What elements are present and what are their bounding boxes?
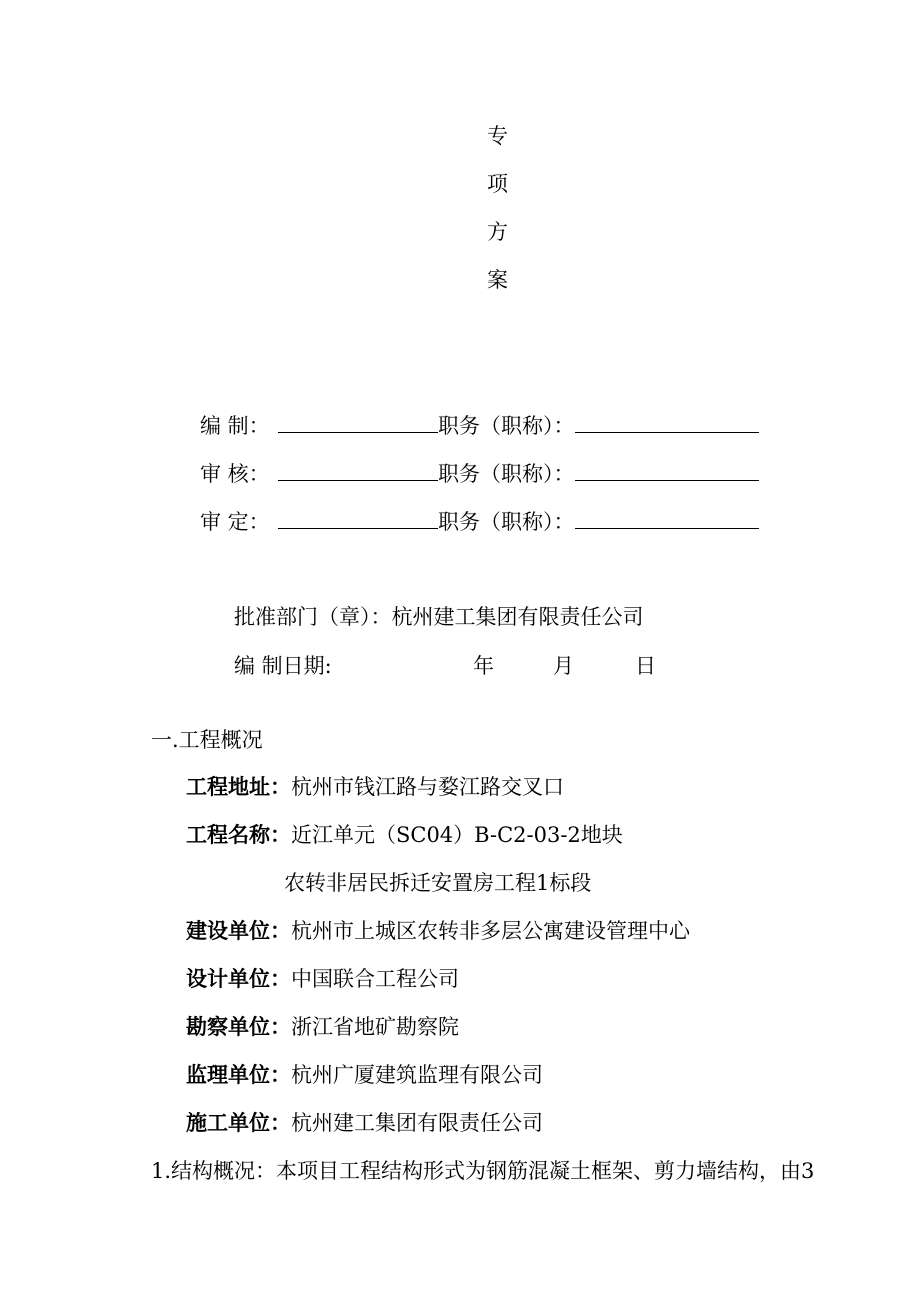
field-designer bbox=[186, 964, 459, 994]
role-label: 职务（职称）： bbox=[438, 510, 575, 534]
signature-row-approve bbox=[200, 506, 800, 536]
title-char-2: 项 bbox=[487, 172, 508, 196]
field-value: 杭州建工集团有限责任公司 bbox=[291, 1111, 543, 1135]
compile-date-label: 编 制日期: bbox=[234, 654, 332, 678]
field-value: 近江单元（SC04）B-C2-03-2地块 bbox=[291, 823, 623, 847]
role-blank bbox=[575, 506, 759, 529]
field-label: 施工单位： bbox=[186, 1111, 291, 1135]
title-char-3: 方 bbox=[487, 220, 508, 244]
field-label: 监理单位： bbox=[186, 1063, 291, 1087]
field-value: 杭州市上城区农转非多层公寓建设管理中心 bbox=[291, 919, 690, 943]
section-heading: 一.工程概况 bbox=[151, 728, 263, 752]
signature-row-compile bbox=[200, 410, 800, 440]
field-label: 工程名称： bbox=[186, 823, 291, 847]
signature-blank bbox=[278, 506, 438, 529]
structure-overview: 1.结构概况：本项目工程结构形式为钢筋混凝土框架、剪力墙结构，由3 bbox=[151, 1159, 815, 1183]
field-value: 杭州广厦建筑监理有限公司 bbox=[291, 1063, 543, 1087]
field-contractor bbox=[186, 1108, 543, 1138]
date-day: 日 bbox=[635, 654, 656, 678]
field-supervisor bbox=[186, 1060, 543, 1090]
signature-label: 审 核： bbox=[200, 462, 270, 486]
title-char-1: 专 bbox=[487, 124, 508, 148]
signature-label: 编 制： bbox=[200, 414, 270, 438]
approval-dept-value: 杭州建工集团有限责任公司 bbox=[391, 605, 644, 629]
signature-blank bbox=[278, 410, 438, 433]
field-project-name bbox=[186, 820, 623, 850]
field-label: 建设单位： bbox=[186, 919, 291, 943]
field-label: 工程地址： bbox=[186, 775, 291, 799]
field-owner bbox=[186, 916, 690, 946]
approval-dept-line bbox=[234, 602, 644, 632]
field-label: 勘察单位： bbox=[186, 1015, 291, 1039]
role-blank bbox=[575, 410, 759, 433]
field-project-name-cont bbox=[284, 868, 591, 898]
signature-label: 审 定： bbox=[200, 510, 270, 534]
field-value: 浙江省地矿勘察院 bbox=[291, 1015, 459, 1039]
approval-dept-label: 批准部门（章）： bbox=[234, 605, 392, 629]
field-surveyor bbox=[186, 1012, 459, 1042]
role-blank bbox=[575, 458, 759, 481]
role-label: 职务（职称）： bbox=[438, 462, 575, 486]
field-project-address bbox=[186, 772, 564, 802]
field-value: 农转非居民拆迁安置房工程1标段 bbox=[284, 871, 592, 895]
date-year: 年 bbox=[473, 654, 494, 678]
field-label: 设计单位： bbox=[186, 967, 291, 991]
field-value: 中国联合工程公司 bbox=[291, 967, 459, 991]
compile-date-line bbox=[234, 651, 694, 681]
date-month: 月 bbox=[553, 654, 574, 678]
role-label: 职务（职称）： bbox=[438, 414, 575, 438]
signature-row-review bbox=[200, 458, 800, 488]
title-char-4: 案 bbox=[487, 268, 508, 292]
field-value: 杭州市钱江路与婺江路交叉口 bbox=[291, 775, 564, 799]
signature-blank bbox=[278, 458, 438, 481]
